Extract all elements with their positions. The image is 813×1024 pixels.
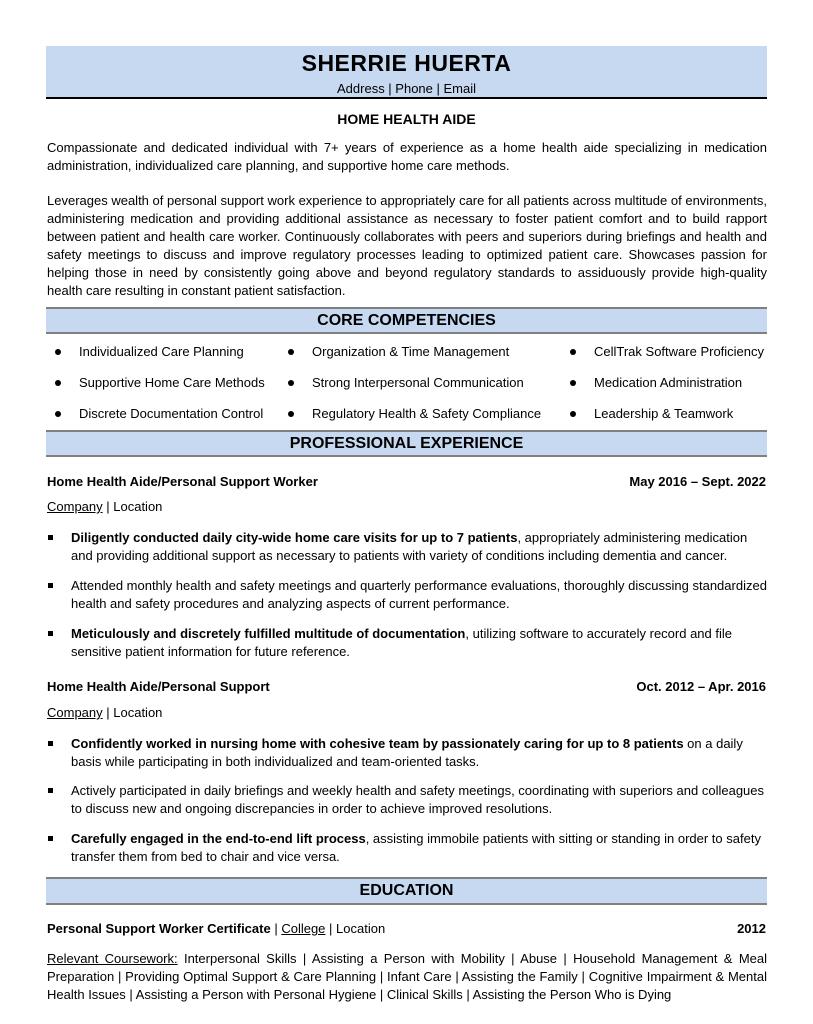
job-title: Home Health Aide/Personal Support — [47, 679, 270, 694]
company-name: Company — [47, 705, 103, 720]
competency-item: CellTrak Software Proficiency — [570, 342, 764, 373]
bullet-icon — [55, 411, 61, 417]
square-bullet-icon — [48, 836, 53, 841]
competency-item: Supportive Home Care Methods — [55, 373, 265, 404]
company-name: Company — [47, 499, 103, 514]
company-line: Company | Location — [47, 705, 163, 720]
college-name: College — [281, 921, 326, 936]
bullet-icon — [288, 411, 294, 417]
summary-paragraph-2: Leverages wealth of personal support work experience to appropriately care for all patients across multitude of environments, administering medication and providing additional assistance as necessary to foster patient comfort and to build rapport between patient and health care worker. Continuously collaborates with peers and superiors during briefings and health and safety meetings to discuss and improve regulatory processes leading to optimized patient care. Showcases passion for helping those in need by consistently going above and beyond regulatory standards to assiduously provide high-quality health care resulting in constant patient satisfaction. — [47, 193, 767, 298]
coursework-list: Interpersonal Skills | Assisting a Person with Mobility | Abuse | Household Management & Meal Preparation | Providing Optimal Support & Care Planning | Infant Care | Assisting the Family | Cognitive Impairment & Mental Health Issues | Assisting a Person with Personal Hygiene | Clinical Skills | Assisting the Person Who is Dying — [47, 951, 767, 1002]
job-title: Home Health Aide/Personal Support Worker — [47, 474, 318, 489]
education-entry: Personal Support Worker Certificate | College | Location 2012 — [47, 921, 766, 936]
competency-item: Discrete Documentation Control — [55, 404, 265, 435]
bullet-icon — [570, 380, 576, 386]
contact-line: Address | Phone | Email — [337, 81, 476, 96]
bullet-icon — [55, 380, 61, 386]
summary-paragraph-1: Compassionate and dedicated individual with 7+ years of experience as a home health aide specializing in medication administration, individualized care planning, and supportive home care methods. — [47, 140, 767, 173]
bullet-icon — [288, 380, 294, 386]
job-bullet: Diligently conducted daily city-wide home care visits for up to 7 patients, appropriately administering medication and providing additional support as necessary to patients with variety of conditions including dementia and cancer. — [47, 529, 767, 565]
job-bullet: Actively participated in daily briefings and weekly health and safety meetings, coordinating with superiors and colleagues to discuss new and ongoing discrepancies in order to achieve improved resolutions. — [47, 782, 767, 818]
header-band — [46, 46, 767, 99]
company-location: Location — [113, 705, 163, 720]
square-bullet-icon — [48, 741, 53, 746]
section-heading-education: EDUCATION — [46, 877, 767, 905]
competency-item: Organization & Time Management — [288, 342, 541, 373]
job-dates: Oct. 2012 – Apr. 2016 — [636, 679, 766, 694]
bullet-icon — [570, 411, 576, 417]
square-bullet-icon — [48, 535, 53, 540]
competency-item: Regulatory Health & Safety Compliance — [288, 404, 541, 435]
degree-name: Personal Support Worker Certificate — [47, 921, 271, 936]
job-dates: May 2016 – Sept. 2022 — [629, 474, 766, 489]
section-heading-experience: PROFESSIONAL EXPERIENCE — [46, 430, 767, 457]
candidate-name: SHERRIE HUERTA — [301, 50, 512, 76]
square-bullet-icon — [48, 631, 53, 636]
competency-item: Medication Administration — [570, 373, 764, 404]
square-bullet-icon — [48, 583, 53, 588]
competency-column-2 — [288, 342, 541, 435]
education-year: 2012 — [737, 921, 766, 936]
role-title: HOME HEALTH AIDE — [337, 111, 476, 127]
bullet-icon — [570, 349, 576, 355]
college-location: Location — [336, 921, 386, 936]
competency-column-3 — [570, 342, 764, 435]
company-location: Location — [113, 499, 163, 514]
competency-column-1 — [55, 342, 265, 435]
competency-item: Leadership & Teamwork — [570, 404, 764, 435]
job-header — [47, 679, 766, 694]
bullet-icon — [55, 349, 61, 355]
section-heading-competencies: CORE COMPETENCIES — [46, 307, 767, 334]
company-line: Company | Location — [47, 499, 163, 514]
job-header — [47, 474, 766, 489]
job-bullet: Carefully engaged in the end-to-end lift process, assisting immobile patients with sitting or standing in order to safety transfer them from bed to chair and vice versa. — [47, 830, 767, 866]
square-bullet-icon — [48, 788, 53, 793]
job-bullet: Confidently worked in nursing home with cohesive team by passionately caring for up to 8 patients on a daily basis while participating in both individualized and team-oriented tasks. — [47, 735, 767, 771]
competency-item: Individualized Care Planning — [55, 342, 265, 373]
coursework-label: Relevant Coursework: — [47, 951, 178, 966]
coursework-paragraph — [47, 950, 767, 1004]
job-bullet: Meticulously and discretely fulfilled multitude of documentation, utilizing software to accurately record and file sensitive patient information for future reference. — [47, 625, 767, 661]
competency-item: Strong Interpersonal Communication — [288, 373, 541, 404]
bullet-icon — [288, 349, 294, 355]
job-bullet: Attended monthly health and safety meetings and quarterly performance evaluations, thoroughly discussing standardized health and safety procedures and analyzing aspects of current performance. — [47, 577, 767, 613]
